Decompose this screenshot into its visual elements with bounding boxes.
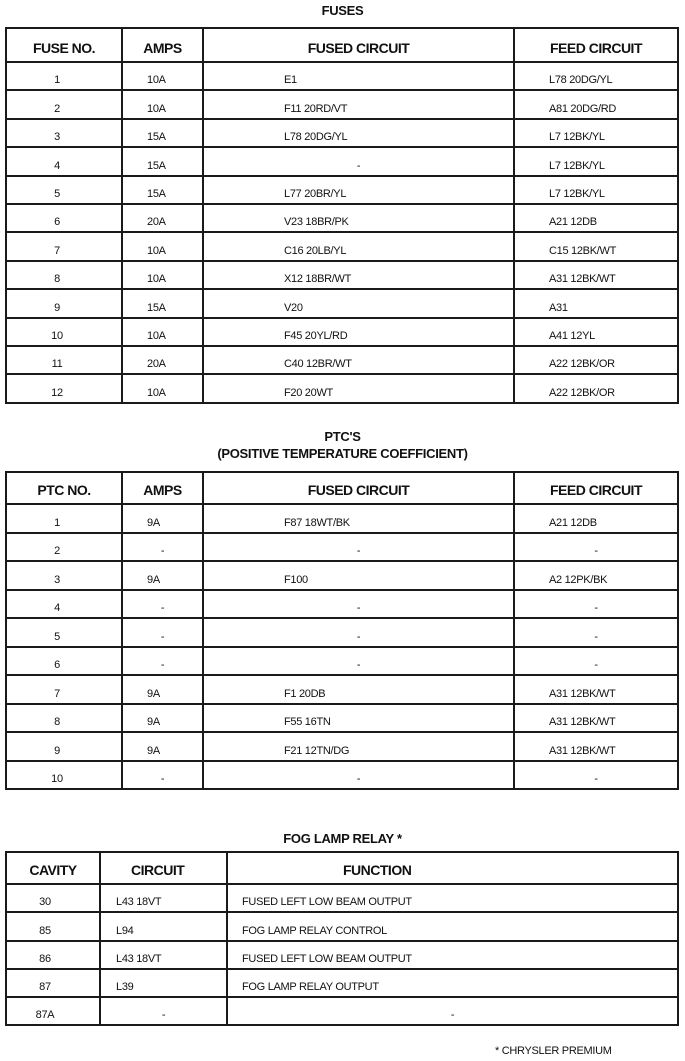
table-row xyxy=(6,62,678,90)
table-cell: 5 xyxy=(6,176,122,204)
table-row xyxy=(6,732,678,761)
fog-lamp-relay-table xyxy=(5,851,679,1026)
column-header: FEED CIRCUIT xyxy=(514,472,678,504)
table-cell: 12 xyxy=(6,374,122,402)
table-row xyxy=(6,289,678,317)
table-row xyxy=(6,261,678,289)
table-cell: A31 xyxy=(514,289,678,317)
fog-lamp-relay-title: FOG LAMP RELAY * xyxy=(283,831,402,846)
table-row xyxy=(6,590,678,619)
table-row xyxy=(6,346,678,374)
table-cell: 4 xyxy=(6,147,122,175)
table-cell: 5 xyxy=(6,618,122,647)
table-cell: 10A xyxy=(122,318,203,346)
table-cell: L78 20DG/YL xyxy=(514,62,678,90)
table-cell: - xyxy=(122,647,203,676)
header-row xyxy=(6,28,678,62)
column-header: FUSED CIRCUIT xyxy=(203,28,514,62)
table-cell: - xyxy=(203,147,514,175)
table-cell: FUSED LEFT LOW BEAM OUTPUT xyxy=(227,941,678,969)
table-cell: 3 xyxy=(6,119,122,147)
table-cell: 15A xyxy=(122,289,203,317)
table-cell: - xyxy=(122,761,203,790)
table-cell: F1 20DB xyxy=(203,675,514,704)
table-cell: A22 12BK/OR xyxy=(514,346,678,374)
table-cell: 15A xyxy=(122,176,203,204)
table-cell: 9A xyxy=(122,704,203,733)
table-row xyxy=(6,704,678,733)
table-cell: - xyxy=(514,590,678,619)
table-cell: FOG LAMP RELAY CONTROL xyxy=(227,912,678,940)
table-cell: L94 xyxy=(100,912,227,940)
table-cell: 9A xyxy=(122,675,203,704)
table-row xyxy=(6,318,678,346)
table-row xyxy=(6,969,678,997)
table-cell: 1 xyxy=(6,62,122,90)
ptc-title: PTC'S xyxy=(324,429,361,444)
column-header: FUNCTION xyxy=(227,852,678,884)
table-cell: F45 20YL/RD xyxy=(203,318,514,346)
ptc-table xyxy=(5,471,679,790)
table-row xyxy=(6,912,678,940)
table-cell: L7 12BK/YL xyxy=(514,147,678,175)
table-cell: A22 12BK/OR xyxy=(514,374,678,402)
column-header: CAVITY xyxy=(6,852,100,884)
table-cell: - xyxy=(514,533,678,562)
table-cell: V20 xyxy=(203,289,514,317)
table-cell: F11 20RD/VT xyxy=(203,90,514,118)
table-row xyxy=(6,204,678,232)
column-header: FUSED CIRCUIT xyxy=(203,472,514,504)
table-cell: 10 xyxy=(6,761,122,790)
table-cell: - xyxy=(122,533,203,562)
table-cell: X12 18BR/WT xyxy=(203,261,514,289)
table-cell: L7 12BK/YL xyxy=(514,119,678,147)
table-row xyxy=(6,119,678,147)
table-cell: 10 xyxy=(6,318,122,346)
table-cell: A31 12BK/WT xyxy=(514,261,678,289)
table-cell: 6 xyxy=(6,204,122,232)
table-cell: L78 20DG/YL xyxy=(203,119,514,147)
table-cell: - xyxy=(122,618,203,647)
table-cell: 10A xyxy=(122,261,203,289)
table-cell: 9 xyxy=(6,732,122,761)
table-cell: 7 xyxy=(6,675,122,704)
table-cell: - xyxy=(514,618,678,647)
table-cell: 11 xyxy=(6,346,122,374)
table-cell: 9 xyxy=(6,289,122,317)
table-cell: F21 12TN/DG xyxy=(203,732,514,761)
table-cell: - xyxy=(203,590,514,619)
column-header: AMPS xyxy=(122,28,203,62)
table-row xyxy=(6,618,678,647)
table-cell: A2 12PK/BK xyxy=(514,561,678,590)
table-row xyxy=(6,374,678,402)
table-cell: - xyxy=(122,590,203,619)
table-row xyxy=(6,90,678,118)
table-cell: A21 12DB xyxy=(514,204,678,232)
table-cell: A21 12DB xyxy=(514,504,678,533)
table-cell: 3 xyxy=(6,561,122,590)
table-cell: 4 xyxy=(6,590,122,619)
table-row xyxy=(6,884,678,912)
header-row xyxy=(6,472,678,504)
ptc-subtitle: (POSITIVE TEMPERATURE COEFFICIENT) xyxy=(217,446,468,461)
table-cell: F20 20WT xyxy=(203,374,514,402)
table-row xyxy=(6,147,678,175)
table-cell: 87A xyxy=(6,997,100,1025)
table-cell: 86 xyxy=(6,941,100,969)
table-row xyxy=(6,997,678,1025)
table-cell: 2 xyxy=(6,533,122,562)
table-row xyxy=(6,761,678,790)
table-cell: 9A xyxy=(122,732,203,761)
fuses-table xyxy=(5,27,679,404)
column-header: AMPS xyxy=(122,472,203,504)
table-row xyxy=(6,941,678,969)
table-cell: 8 xyxy=(6,704,122,733)
table-cell: 10A xyxy=(122,62,203,90)
table-cell: L7 12BK/YL xyxy=(514,176,678,204)
table-cell: 15A xyxy=(122,119,203,147)
table-cell: A31 12BK/WT xyxy=(514,732,678,761)
table-cell: - xyxy=(203,618,514,647)
column-header: FEED CIRCUIT xyxy=(514,28,678,62)
table-cell: C40 12BR/WT xyxy=(203,346,514,374)
table-cell: 1 xyxy=(6,504,122,533)
table-cell: 30 xyxy=(6,884,100,912)
table-cell: E1 xyxy=(203,62,514,90)
table-cell: FUSED LEFT LOW BEAM OUTPUT xyxy=(227,884,678,912)
footnote: * CHRYSLER PREMIUM xyxy=(495,1045,612,1057)
table-row xyxy=(6,561,678,590)
table-row xyxy=(6,504,678,533)
table-cell: F100 xyxy=(203,561,514,590)
table-cell: C16 20LB/YL xyxy=(203,232,514,260)
column-header: PTC NO. xyxy=(6,472,122,504)
table-cell: 10A xyxy=(122,374,203,402)
table-cell: - xyxy=(100,997,227,1025)
table-cell: 2 xyxy=(6,90,122,118)
table-cell: - xyxy=(227,997,678,1025)
fuses-title: FUSES xyxy=(321,3,364,18)
table-row xyxy=(6,232,678,260)
table-cell: - xyxy=(203,761,514,790)
table-cell: V23 18BR/PK xyxy=(203,204,514,232)
table-row xyxy=(6,647,678,676)
table-cell: F87 18WT/BK xyxy=(203,504,514,533)
table-cell: 10A xyxy=(122,90,203,118)
table-cell: 85 xyxy=(6,912,100,940)
table-row xyxy=(6,533,678,562)
table-cell: 7 xyxy=(6,232,122,260)
column-header: CIRCUIT xyxy=(100,852,227,884)
table-cell: L77 20BR/YL xyxy=(203,176,514,204)
table-cell: L43 18VT xyxy=(100,941,227,969)
table-cell: 8 xyxy=(6,261,122,289)
table-cell: A41 12YL xyxy=(514,318,678,346)
table-cell: 6 xyxy=(6,647,122,676)
table-cell: A81 20DG/RD xyxy=(514,90,678,118)
column-header: FUSE NO. xyxy=(6,28,122,62)
table-cell: - xyxy=(203,647,514,676)
table-cell: A31 12BK/WT xyxy=(514,704,678,733)
table-cell: 9A xyxy=(122,504,203,533)
table-cell: F55 16TN xyxy=(203,704,514,733)
table-cell: C15 12BK/WT xyxy=(514,232,678,260)
table-cell: 15A xyxy=(122,147,203,175)
table-row xyxy=(6,176,678,204)
table-cell: L43 18VT xyxy=(100,884,227,912)
table-cell: 20A xyxy=(122,346,203,374)
table-cell: - xyxy=(514,761,678,790)
table-cell: - xyxy=(514,647,678,676)
table-cell: FOG LAMP RELAY OUTPUT xyxy=(227,969,678,997)
table-cell: - xyxy=(203,533,514,562)
table-cell: A31 12BK/WT xyxy=(514,675,678,704)
table-row xyxy=(6,675,678,704)
table-cell: 9A xyxy=(122,561,203,590)
header-row xyxy=(6,852,678,884)
table-cell: L39 xyxy=(100,969,227,997)
table-cell: 20A xyxy=(122,204,203,232)
table-cell: 87 xyxy=(6,969,100,997)
table-cell: 10A xyxy=(122,232,203,260)
